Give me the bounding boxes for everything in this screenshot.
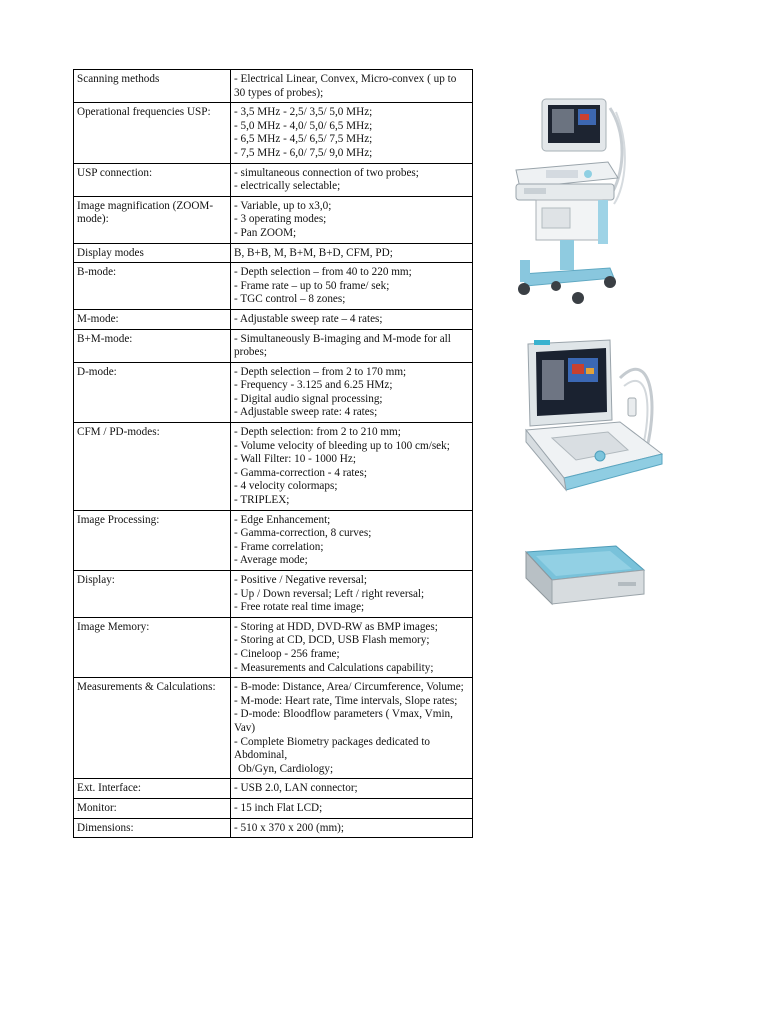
row-label: USP connection: [74, 163, 231, 196]
row-value: - 510 x 370 x 200 (mm); [231, 818, 473, 838]
row-label: Operational frequencies USP: [74, 103, 231, 163]
row-label: B+M-mode: [74, 329, 231, 362]
row-value: B, B+B, M, B+M, B+D, CFM, PD; [231, 243, 473, 263]
table-row [74, 571, 473, 618]
row-label: Ext. Interface: [74, 779, 231, 799]
row-value: - Simultaneously B-imaging and M-mode for all probes; [231, 329, 473, 362]
row-value: - Adjustable sweep rate – 4 rates; [231, 309, 473, 329]
table-row [74, 617, 473, 677]
row-value: - Edge Enhancement; - Gamma-correction, 8 curves; - Frame correlation; - Average mode; [231, 510, 473, 570]
row-value: - B-mode: Distance, Area/ Circumference, Volume; - M-mode: Heart rate, Time intervals, Slope rates; - D-mode: Bloodflow parameters ( Vmax, Vmin, Vav) - Complete Biometry packages dedicated to Abdominal, Ob/Gyn, Cardiology; [231, 678, 473, 779]
table-row [74, 423, 473, 511]
closed-unit-illustration [522, 544, 648, 610]
row-label: Display modes [74, 243, 231, 263]
table-row [74, 163, 473, 196]
table-row [74, 309, 473, 329]
row-value: - Positive / Negative reversal; - Up / Down reversal; Left / right reversal; - Free rotate real time image; [231, 571, 473, 618]
row-value: - Depth selection – from 2 to 170 mm; - Frequency - 3.125 and 6.25 HMz; - Digital audio signal processing; - Adjustable sweep rate: 4 rates; [231, 362, 473, 422]
row-label: CFM / PD-modes: [74, 423, 231, 511]
row-value: - Storing at HDD, DVD-RW as BMP images; - Storing at CD, DCD, USB Flash memory; - Cineloop - 256 frame; - Measurements and Calculations capability; [231, 617, 473, 677]
table-row [74, 196, 473, 243]
table-row [74, 243, 473, 263]
specifications-table [73, 69, 473, 838]
table-row [74, 798, 473, 818]
row-label: D-mode: [74, 362, 231, 422]
table-row [74, 329, 473, 362]
row-value: - 3,5 MHz - 2,5/ 3,5/ 5,0 MHz; - 5,0 MHz - 4,0/ 5,0/ 6,5 MHz; - 6,5 MHz - 4,5/ 6,5/ 7,5 MHz; - 7,5 MHz - 6,0/ 7,5/ 9,0 MHz; [231, 103, 473, 163]
table-row [74, 510, 473, 570]
row-label: M-mode: [74, 309, 231, 329]
row-label: Dimensions: [74, 818, 231, 838]
row-label: Display: [74, 571, 231, 618]
cart-ultrasound-illustration [506, 96, 630, 308]
row-label: Scanning methods [74, 70, 231, 103]
row-value: - Variable, up to x3,0; - 3 operating modes; - Pan ZOOM; [231, 196, 473, 243]
row-value: - simultaneous connection of two probes; - electrically selectable; [231, 163, 473, 196]
table-row [74, 362, 473, 422]
table-row [74, 263, 473, 310]
row-label: Monitor: [74, 798, 231, 818]
row-label: Image Memory: [74, 617, 231, 677]
closed-unit-image [522, 544, 648, 610]
table-row [74, 70, 473, 103]
cart-ultrasound-image [506, 96, 630, 308]
portable-ultrasound-illustration [524, 338, 664, 492]
portable-ultrasound-image [524, 338, 664, 492]
row-value: - Depth selection – from 40 to 220 mm; - Frame rate – up to 50 frame/ sek; - TGC control – 8 zones; [231, 263, 473, 310]
row-value: - 15 inch Flat LCD; [231, 798, 473, 818]
row-label: Image Processing: [74, 510, 231, 570]
row-label: B-mode: [74, 263, 231, 310]
table-row [74, 818, 473, 838]
row-value: - Depth selection: from 2 to 210 mm; - Volume velocity of bleeding up to 100 cm/sek; - Wall Filter: 10 - 1000 Hz; - Gamma-correction - 4 rates; - 4 velocity colormaps; - TRIPLEX; [231, 423, 473, 511]
row-label: Measurements & Calculations: [74, 678, 231, 779]
table-row [74, 103, 473, 163]
row-label: Image magnification (ZOOM-mode): [74, 196, 231, 243]
table-row [74, 678, 473, 779]
row-value: - Electrical Linear, Convex, Micro-convex ( up to 30 types of probes); [231, 70, 473, 103]
table-row [74, 779, 473, 799]
row-value: - USB 2.0, LAN connector; [231, 779, 473, 799]
